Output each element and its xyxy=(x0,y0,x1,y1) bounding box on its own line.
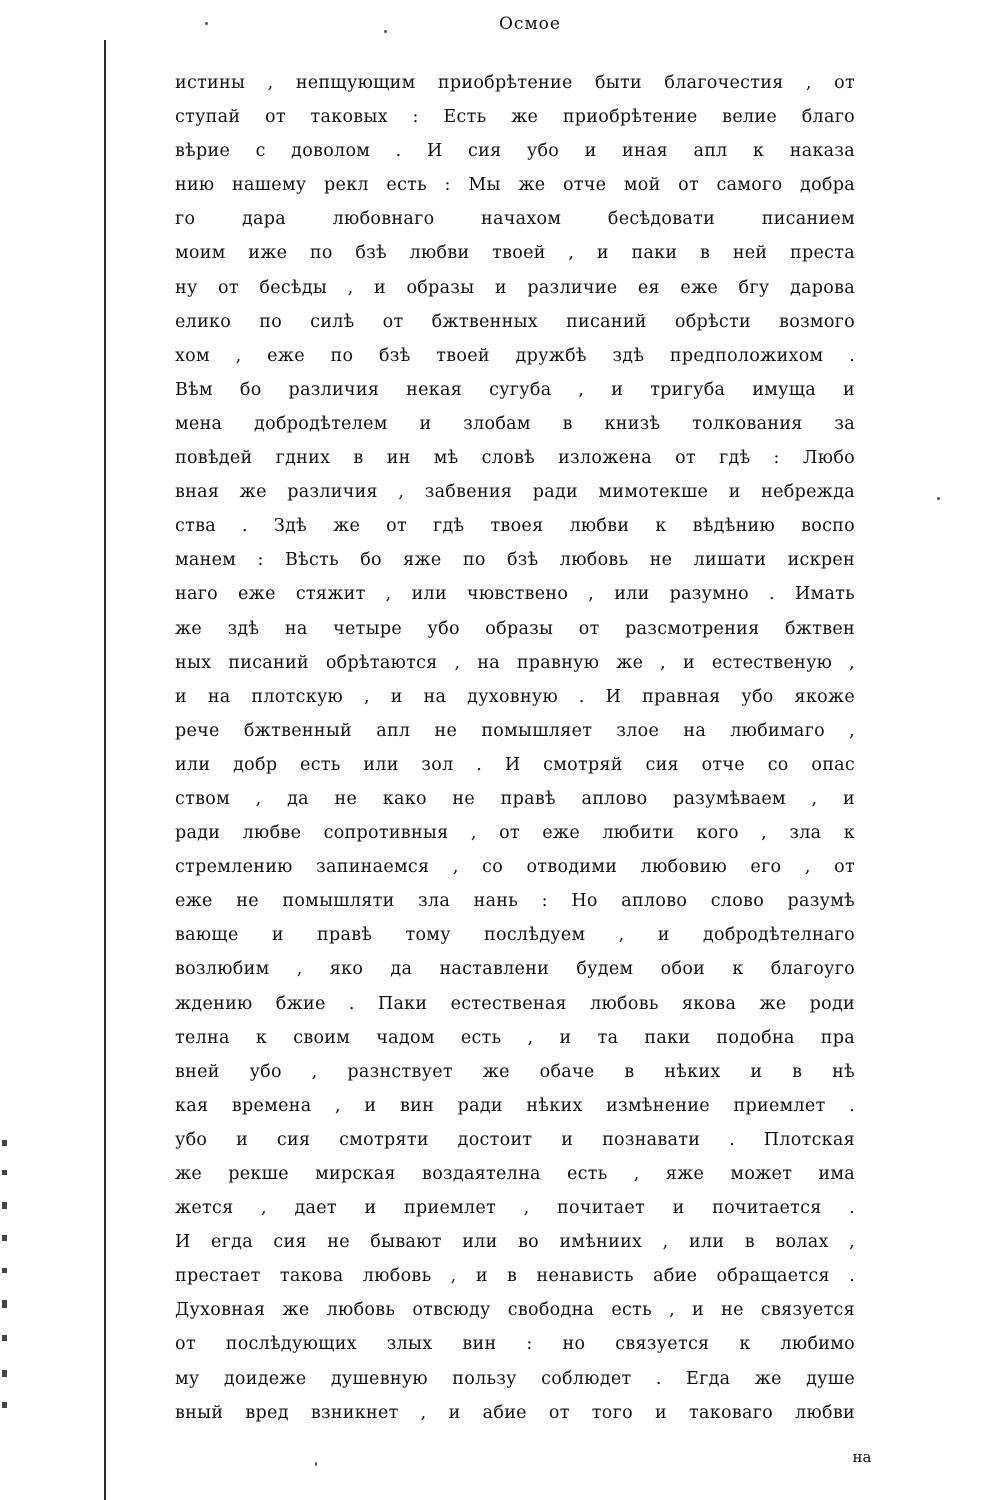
text-line: ступай от таковых : Есть же приобрѣтение велие благо xyxy=(175,107,855,128)
gutter-line xyxy=(104,40,106,1500)
text-line: вный вред взникнет , и абие от того и таковаго любви xyxy=(175,1402,855,1423)
text-line: ства . Здѣ же от гдѣ твоея любви к вѣдѣнию воспо xyxy=(175,516,855,537)
catchword: на xyxy=(852,1448,872,1466)
text-line: манем : Вѣсть бо яже по бзѣ любовь не лишати искрен xyxy=(175,550,855,571)
text-line: Духовная же любовь отвсюду свободна есть , и не связуется xyxy=(175,1300,855,1321)
text-line: еже не помышляти зла нань : Но аплово слово разумѣ xyxy=(175,891,855,912)
text-line: Вѣм бо различия некая сугуба , и тригуба имуща и xyxy=(175,379,855,400)
text-line: моим иже по бзѣ любви твоей , и паки в ней преста xyxy=(175,243,855,264)
text-line: же здѣ на четыре убо образы от разсмотрения бжтвен xyxy=(175,618,855,639)
text-line: стремлению запинаемся , со отводими любовию его , от xyxy=(175,857,855,878)
text-line: же рекше мирская воздаятелна есть , яже может има xyxy=(175,1164,855,1184)
page-header: Осмое xyxy=(499,14,561,34)
text-line: ждению бжие . Паки естественая любовь якова же роди xyxy=(175,993,855,1014)
text-line: наго еже стяжит , или чювствено , или разумно . Имать xyxy=(175,584,855,605)
text-line: вѣрие с доволом . И сия убо и иная апл к наказа xyxy=(175,141,855,162)
text-line: ством , да не како не правѣ аплово разумѣваем , и xyxy=(175,788,855,809)
text-line: го дара любовнаго начахом бесѣдовати писанием xyxy=(175,209,855,230)
gutter-marks xyxy=(0,1140,14,1420)
text-line: ну от бесѣды , и образы и различие ея еже бгу дарова xyxy=(175,277,855,298)
text-line: вней убо , разнствует же обаче в нѣких и в нѣ xyxy=(175,1061,855,1082)
text-line: му доидеже душевную пользу соблюдет . Егда же душе xyxy=(175,1368,855,1389)
text-line: кая времена , и вин ради нѣких измѣнение приемлет . xyxy=(175,1095,855,1116)
text-line: истины , непщующим приобрѣтение быти благочестия , от xyxy=(175,73,855,93)
text-line: И егда сия не бывают или во имѣниих , или в волах , xyxy=(175,1232,855,1253)
text-line: повѣдей гдних в ин мѣ словѣ изложена от гдѣ : Любо xyxy=(175,448,855,469)
text-line: телна к своим чадом есть , и та паки подобна пра xyxy=(175,1027,855,1048)
text-line: престает такова любовь , и в ненависть абие обращается . xyxy=(175,1266,855,1287)
text-line: нию нашему рекл есть : Мы же отче мой от самого добра xyxy=(175,175,855,196)
text-line: вающе и правѣ тому послѣдуем , и добродѣтелнаго xyxy=(175,925,855,946)
text-line: убо и сия смотряти достоит и познавати . Плотская xyxy=(175,1129,855,1150)
text-line: елико по силѣ от бжтвенных писаний обрѣсти возмого xyxy=(175,311,855,332)
ink-speck xyxy=(384,30,387,33)
ink-speck xyxy=(205,22,208,25)
text-block xyxy=(175,66,855,1430)
text-line: ных писаний обрѣтаются , на правную же , и естественую , xyxy=(175,652,855,673)
text-line: от послѣдующих злых вин : но связуется к любимо xyxy=(175,1334,855,1355)
ink-speck xyxy=(315,1462,317,1466)
text-line: возлюбим , яко да наставлени будем обои к благоуго xyxy=(175,959,855,980)
text-line: мена добродѣтелем и злобам в книзѣ толкования за xyxy=(175,413,855,434)
text-line: хом , еже по бзѣ твоей дружбѣ здѣ предположихом . xyxy=(175,345,855,366)
text-line: или добр есть или зол . И смотряй сия отче со опас xyxy=(175,754,855,775)
text-line: жется , дает и приемлет , почитает и почитается . xyxy=(175,1198,855,1219)
text-line: и на плотскую , и на духовную . И правная убо якоже xyxy=(175,686,855,707)
text-line: рече бжтвенный апл не помышляет злое на любимаго , xyxy=(175,720,855,741)
text-line: вная же различия , забвения ради мимотекше и небрежда xyxy=(175,482,855,503)
ink-speck xyxy=(937,497,940,500)
text-line: ради любве сопротивныя , от еже любити кого , зла к xyxy=(175,823,855,844)
